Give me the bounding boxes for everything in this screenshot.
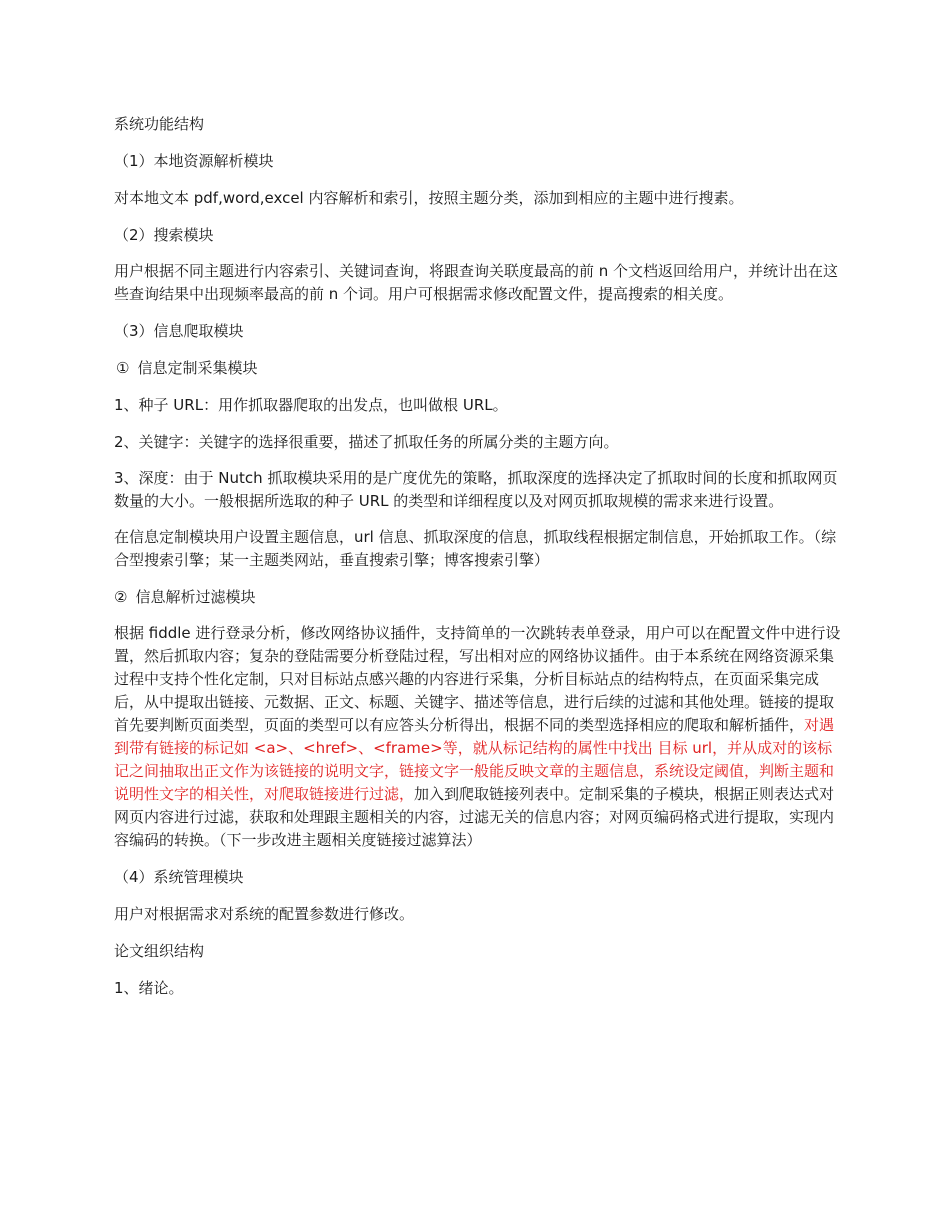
parse-body-part-2: 加入到爬取链接列表中。定制采集的子模块，根据正则表达式对网页内容进行过滤，获取和处理跟主题相关的内容，过滤无关的信息内容；对网页编码格式进行提取，实现内容编码的转换。（下一步改进主题相关度链接过滤算法） (114, 785, 835, 849)
thesis-structure-title: 论文组织结构 (114, 942, 205, 960)
circled-number-2: ② (114, 588, 128, 606)
module-4-body: 用户对根据需求对系统的配置参数进行修改。 (114, 905, 415, 923)
section-title: 系统功能结构 (114, 115, 205, 133)
thesis-item-1: 1、绪论。 (114, 979, 184, 997)
module-3-sub2-heading (114, 585, 842, 609)
parse-filter-body (114, 622, 842, 852)
module-3-sub2-title: 信息解析过滤模块 (135, 588, 256, 606)
parse-body-part-1: 根据 fiddle 进行登录分析，修改网络协议插件，支持简单的一次跳转表单登录，用户可以在配置文件中进行设置，然后抓取内容；复杂的登陆需要分析登陆过程，写出相对应的网络协议插件。由于本系统在网络资源采集过程中支持个性化定制，只对目标站点感兴趣的内容进行采集，分析目标站点的结构特点，在页面采集完成后，从中提取出链接、元数据、正文、标题、关键字、描述等信息，进行后续的过滤和其他处理。链接的提取首先要判断页面类型，页面的类型可以有应答头分析得出，根据不同的类型选择相应的爬取和解析插件， (114, 624, 841, 734)
parse-body-highlight: 对遇到带有链接的标记如 <a>、<href>、<frame>等，就从标记结构的属性中找出 目标 url，并从成对的该标记之间抽取出正文作为该链接的说明文字，链接文字一般能反映文章的主题信息，系统设定阈值，判断主题和说明性文字的相关性，对爬取链接进行过滤， (114, 716, 835, 803)
module-2-heading: （2）搜索模块 (114, 226, 214, 244)
circled-number-1: ① (116, 359, 130, 377)
module-2-body: 用户根据不同主题进行内容索引、关键词查询，将跟查询关联度最高的前 n 个文档返回给用户，并统计出在这些查询结果中出现频率最高的前 n 个词。用户可根据需求修改配置文件，提高搜索的相关度。 (114, 262, 839, 303)
custom-collect-body: 在信息定制模块用户设置主题信息，url 信息、抓取深度的信息，抓取线程根据定制信息，开始抓取工作。（综合型搜索引擎；某一主题类网站，垂直搜索引擎；博客搜索引擎） (114, 528, 837, 569)
module-3-sub1-title: 信息定制采集模块 (137, 359, 258, 377)
module-1-heading: （1）本地资源解析模块 (114, 152, 274, 170)
document-body (114, 112, 842, 1013)
list-item-seed-url: 1、种子 URL：用作抓取器爬取的出发点，也叫做根 URL。 (114, 396, 508, 414)
module-3-sub1-heading (114, 356, 842, 380)
module-3-heading: （3）信息爬取模块 (114, 322, 244, 340)
module-1-body: 对本地文本 pdf,word,excel 内容解析和索引，按照主题分类，添加到相应的主题中进行搜素。 (114, 189, 744, 207)
module-4-heading: （4）系统管理模块 (114, 868, 244, 886)
list-item-keyword: 2、关键字：关键字的选择很重要，描述了抓取任务的所属分类的主题方向。 (114, 433, 619, 451)
list-item-depth: 3、深度：由于 Nutch 抓取模块采用的是广度优先的策略，抓取深度的选择决定了抓取时间的长度和抓取网页数量的大小。一般根据所选取的种子 URL 的类型和详细程度以及对网页抓取规模的需求来进行设置。 (114, 469, 838, 510)
